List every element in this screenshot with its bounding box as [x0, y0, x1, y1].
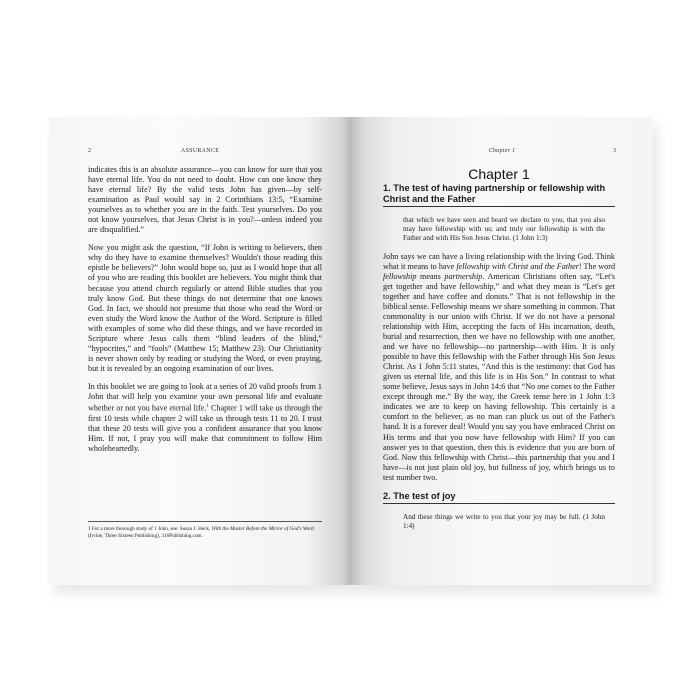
paragraph-text: Chapter 1 will take us through the first 10 tests while chapter 2 will take us through tests 11 to 20. I trust that these 20 tests will give you a confident assurance that you know Him. If not, I pray you will make that commitment to follow Him wholeheartedly. [88, 403, 322, 453]
emphasis-text: partnership [444, 271, 483, 281]
scripture-quote: And these things we write to you that your joy may be full. (1 John 1:4) [403, 512, 605, 530]
section-heading: 2. The test of joy [383, 491, 615, 504]
emphasis-text: fellowship with Christ and the Father [456, 261, 579, 271]
footnote-title: With the Master Before the Mirror of God's Word [211, 526, 314, 532]
page-number: 2 [88, 148, 92, 154]
running-head: Chapter 1 [488, 148, 516, 154]
footnote-suffix: (Irvine, Three Sixteen Publishing), 316Publishing.com. [88, 533, 203, 539]
left-page [49, 117, 351, 585]
footnote [88, 521, 322, 540]
emphasis-text: fellowship [383, 271, 417, 281]
paragraph: indicates this is an absolute assurance—you can know for sure that you have eternal life. You do not need to doubt. How can one know they have eternal life? By the valid tests John has given—by self-examination as Paul would say in 2 Corinthians 13:5, “Examine yourselves as to whether you are in the faith. Test yourselves. Do you not know yourselves, that Jesus Christ is in you?—unless indeed you are disqualified.” [88, 165, 322, 235]
paragraph-text: In this booklet we are going to look at a series of 20 valid proofs from 1 John that will help you examine your own personal life and evaluate whether or not you have eternal life. [88, 381, 322, 413]
running-head: ASSURANCE [180, 148, 220, 154]
page-number: 3 [613, 148, 617, 154]
paragraph-text: ! The word [578, 261, 616, 271]
paragraph [88, 382, 322, 454]
footnote-prefix: 1 For a more thorough study of 1 John, see: Susan J. Heck, [88, 526, 211, 532]
scripture-quote: that which we have seen and heard we declare to you, that you also may have fellowship with us; and truly our fellowship is with the Father and with His Son Jesus Christ. (1 John 1:3) [403, 216, 605, 243]
body-text [88, 165, 322, 462]
footnote-reference: 1 [206, 404, 209, 410]
open-book [49, 117, 653, 585]
paragraph: Now you might ask the question, “If John is writing to believers, then why do they have to examine themselves? Wouldn't those reading this epistle be believers?” John would hope so, just as I would hope that all of you who are reading this booklet are believers. You might think that because you attend church regularly or attend Bible studies that you truly know God. But these things do not determine that one knows God. In fact, we should not presume that those who read the Word or even study the Word know the Author of the Word. Scripture is filled with examples of some who did these things, and we have recorded in Scripture where Jesus calls them “blind leaders of the blind,” “hypocrites,” and “fools” (Matthew 15; Matthew 23). Our Christianity is never shown only by reading or studying the Word, or even praying, but it is revealed by an ongoing examination of our lives. [88, 243, 322, 373]
paragraph-text: John says we can have a living relationship with the living God. Think what it means to have [383, 251, 615, 271]
paragraph-text: means [420, 271, 441, 281]
paragraph-text: . American Christians often say, “Let's get together and have fellowship,” and what they mean is “Let's get together and have coffee and donuts.” That is not fellowship in the biblical sense. Fellowship means we share something in common. That commonality is our union with Christ. If we do not have a personal relationship with Him, accepting the facts of His incarnation, death, burial and resurrection, then we have no fellowship with one another, and we have no fellowship—no partnership—with Him. It is only possible to have this fellowship with the Father through His Son Jesus Christ. As 1 John 5:11 states, “And this is the testimony: that God has given us eternal life, and this life is in His Son.” In contrast to what some believe, Jesus says in John 14:6 that “No one comes to the Father except through me.” By the way, the Greek tense here in 1 John 1:3 indicates we are to keep on having fellowship. This certainly is a comfort to the believer, as no man can pluck us out of the Father's hand. It is a forever deal! Would you say you have embraced Christ on His terms and that you now have fellowship with Him? If you can answer yes to that question, then this is evidence that you are born of God. Now this fellowship with Christ—this partnership that you and I have—is not just plain old joy, but fullness of joy, which brings us to test number two. [383, 271, 616, 482]
chapter-title: Chapter 1 [468, 166, 530, 182]
section-heading: 1. The test of having partnership or fellowship with Christ and the Father [383, 183, 615, 207]
right-page [351, 117, 653, 585]
body-text [383, 165, 615, 539]
paragraph [383, 252, 615, 483]
